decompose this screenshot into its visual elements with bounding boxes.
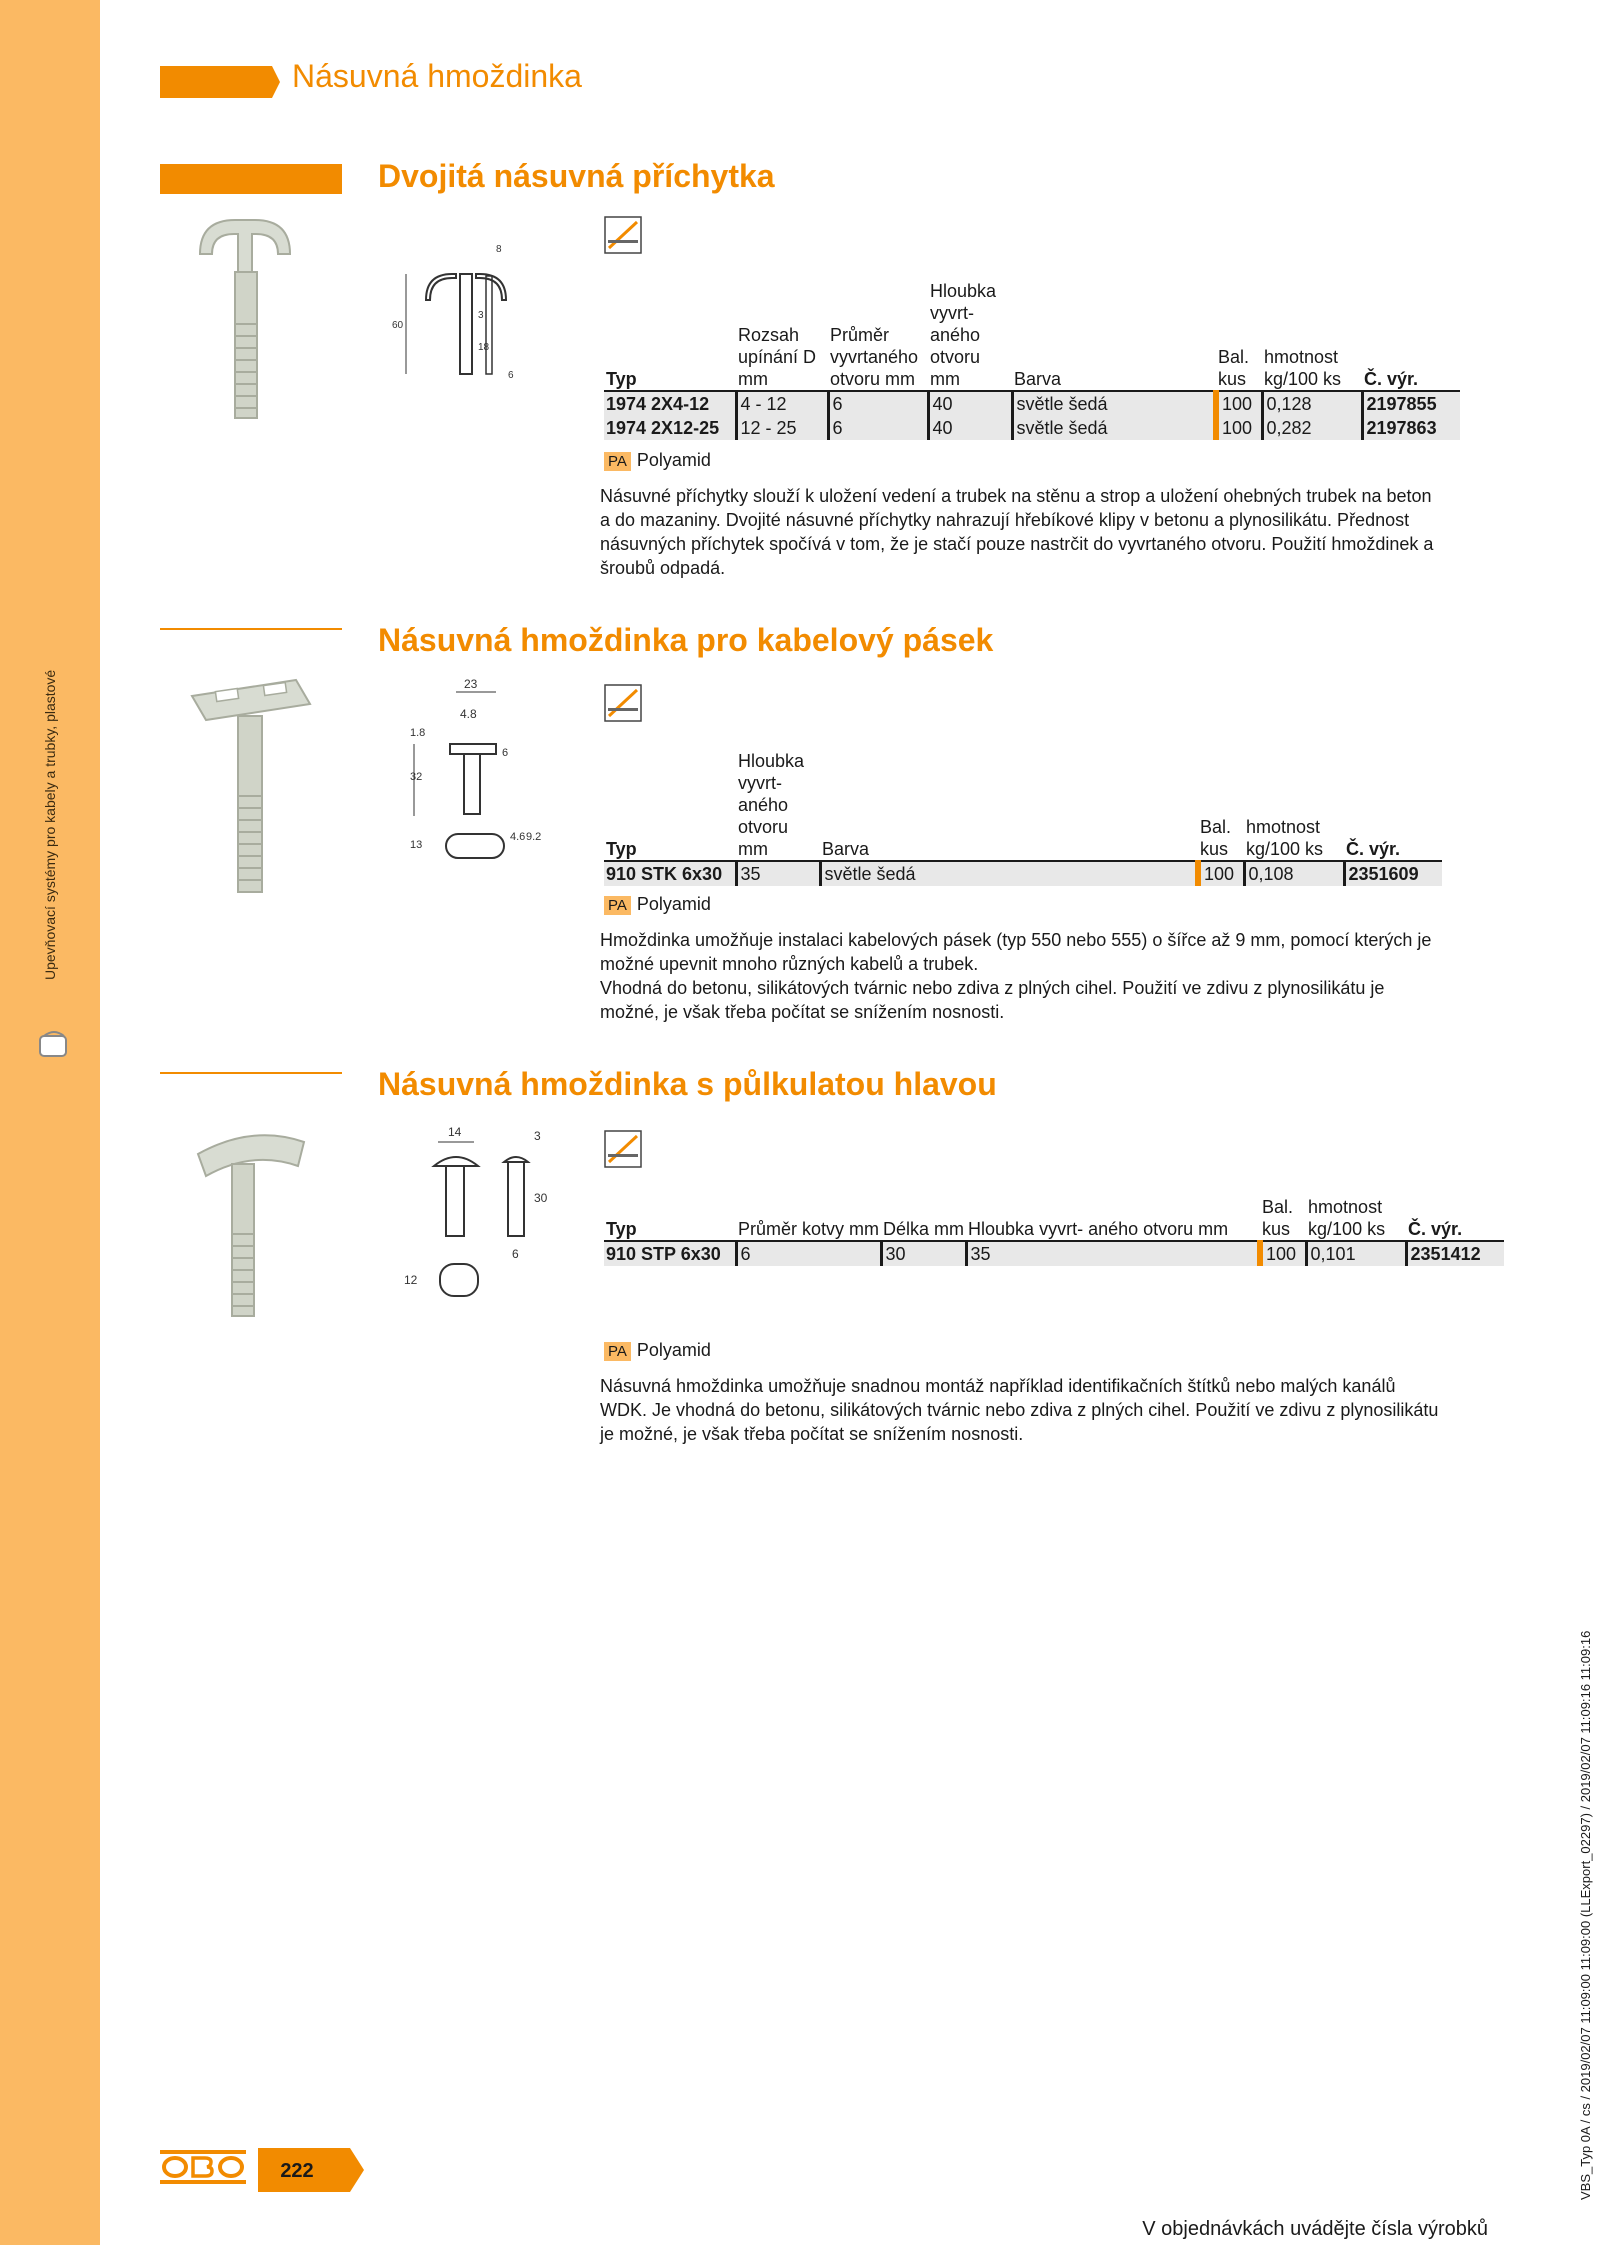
dim-label: 6 bbox=[508, 370, 514, 381]
spec-table bbox=[604, 280, 1460, 440]
header-arrow-icon bbox=[160, 66, 280, 98]
dim-label: 18 bbox=[478, 342, 490, 353]
col-header: Barva bbox=[1014, 369, 1062, 389]
material-tag: PA bbox=[604, 452, 631, 471]
dim-label: 4.8 bbox=[460, 707, 477, 721]
col-header: Č. výr. bbox=[1346, 839, 1401, 859]
col-header: Typ bbox=[606, 369, 637, 389]
cell: 0,128 bbox=[1262, 391, 1362, 416]
cell: 6 bbox=[828, 391, 928, 416]
dim-label: 3 bbox=[478, 310, 484, 321]
description bbox=[600, 1374, 1440, 1446]
section-title: Dvojitá násuvná příchytka bbox=[378, 158, 775, 194]
footer-note: V objednávkách uvádějte čísla výrobků bbox=[1142, 2218, 1488, 2240]
material-label: Polyamid bbox=[636, 450, 711, 470]
cell-type: 1974 2X4-12 bbox=[604, 391, 736, 416]
dim-label: 1.8 bbox=[410, 727, 426, 739]
description-paragraph: Vhodná do betonu, silikátových tvárnic nebo zdiva z plných cihel. Použití ve zdivu z plynosilikátu je možné, je však třeba počítat se snížením nosnosti. bbox=[600, 978, 1385, 1022]
technical-drawing-double-clip bbox=[386, 238, 556, 388]
cell-type: 910 STP 6x30 bbox=[604, 1241, 736, 1266]
spec-table bbox=[604, 750, 1442, 886]
cell: 6 bbox=[736, 1241, 881, 1266]
table-row bbox=[604, 861, 1442, 886]
obo-logo bbox=[160, 2150, 246, 2184]
dim-label: 6 bbox=[512, 1247, 519, 1261]
section-line bbox=[160, 1072, 342, 1074]
dim-label: 60 bbox=[392, 320, 404, 331]
cell: 100 bbox=[1198, 861, 1244, 886]
description-paragraph: Násuvná hmoždinka umožňuje snadnou montáž například identifikačních štítků nebo malých kanálů WDK. Je vhodná do betonu, silikátových tvárnic nebo zdiva z plných cihel. Použití ve zdivu z plynosilikátu je možné, je však třeba počítat se snížením nosnosti. bbox=[600, 1376, 1439, 1444]
cell: 35 bbox=[966, 1241, 1260, 1266]
product-photo-double-clip bbox=[190, 214, 300, 428]
cell: 35 bbox=[736, 861, 820, 886]
cell: 0,282 bbox=[1262, 416, 1362, 440]
section-bar bbox=[160, 164, 342, 194]
technical-drawing-cable-tie-anchor bbox=[404, 676, 554, 876]
dim-label: 13 bbox=[410, 839, 423, 851]
col-header: hmotnost kg/100 ks bbox=[1264, 347, 1342, 389]
col-header: Barva bbox=[822, 839, 870, 859]
col-header: hmotnost kg/100 ks bbox=[1246, 817, 1324, 859]
dim-label: 3 bbox=[534, 1129, 541, 1143]
col-header: Bal. kus bbox=[1262, 1197, 1294, 1239]
cell-item-number: 2197863 bbox=[1362, 416, 1460, 440]
cell: 100 bbox=[1216, 391, 1262, 416]
section-line bbox=[160, 628, 342, 630]
material-label: Polyamid bbox=[636, 1340, 711, 1360]
col-header: Č. výr. bbox=[1364, 369, 1419, 389]
cell: 12 - 25 bbox=[736, 416, 828, 440]
dim-label: 23 bbox=[464, 677, 478, 691]
dim-label: 9.2 bbox=[526, 831, 542, 843]
dim-label: 32 bbox=[410, 771, 423, 783]
col-header: Bal. kus bbox=[1218, 347, 1250, 389]
dim-label: 4.6 bbox=[510, 831, 526, 843]
material-tag: PA bbox=[604, 896, 631, 915]
certification-icon bbox=[604, 216, 642, 254]
cell: 0,108 bbox=[1244, 861, 1344, 886]
description-paragraph: Násuvné příchytky slouží k uložení vedení a trubek na stěnu a strop a uložení ohebných trubek na beton a do mazaniny. Dvojité násuvné příchytky nahrazují hřebíkové klipy v betonu a plynosilikátu. Přednost násuvných příchytek spočívá v tom, že je stačí pouze nastrčit do vyvrtaného otvoru. Použití hmoždinek a šroubů odpadá. bbox=[600, 486, 1434, 578]
description-paragraph: Hmoždinka umožňuje instalaci kabelových pásek (typ 550 nebo 555) o šířce až 9 mm, pomocí kterých je možné upevnit mnoho různých kabelů a trubek. bbox=[600, 930, 1432, 974]
cell-item-number: 2351412 bbox=[1406, 1241, 1504, 1266]
col-header: Hloubka vyvrt- aného otvoru mm bbox=[930, 281, 997, 389]
dim-label: 8 bbox=[496, 244, 502, 255]
technical-drawing-round-head-anchor bbox=[400, 1122, 560, 1302]
col-header: Délka mm bbox=[883, 1219, 965, 1239]
col-header: hmotnost kg/100 ks bbox=[1308, 1197, 1386, 1239]
clip-icon bbox=[36, 1028, 72, 1067]
col-header: Hloubka vyvrt- aného otvoru mm bbox=[738, 751, 805, 859]
col-header: Č. výr. bbox=[1408, 1219, 1463, 1239]
page-number: 222 bbox=[280, 2160, 314, 2182]
col-header: Průměr kotvy mm bbox=[738, 1219, 880, 1239]
material-row bbox=[604, 1340, 711, 1361]
cell-item-number: 2197855 bbox=[1362, 391, 1460, 416]
col-header: Hloubka vyvrt- aného otvoru mm bbox=[968, 1219, 1229, 1239]
section-title: Násuvná hmoždinka s půlkulatou hlavou bbox=[378, 1066, 997, 1102]
cell: 0,101 bbox=[1306, 1241, 1406, 1266]
table-row bbox=[604, 1241, 1504, 1266]
cell: 30 bbox=[881, 1241, 966, 1266]
description bbox=[600, 928, 1440, 1024]
cell: 4 - 12 bbox=[736, 391, 828, 416]
cell: světle šedá bbox=[1012, 416, 1216, 440]
col-header: Typ bbox=[606, 1219, 637, 1239]
cell-item-number: 2351609 bbox=[1344, 861, 1442, 886]
cell-type: 1974 2X12-25 bbox=[606, 418, 720, 438]
spec-table bbox=[604, 1196, 1504, 1266]
cell: světle šedá bbox=[1012, 391, 1216, 416]
cell: 6 bbox=[828, 416, 928, 440]
cell: 100 bbox=[1260, 1241, 1306, 1266]
cell: 100 bbox=[1216, 416, 1262, 440]
page-title: Násuvná hmoždinka bbox=[292, 58, 582, 94]
table-row bbox=[604, 391, 1460, 416]
cell: 40 bbox=[928, 391, 1012, 416]
dim-label: 6 bbox=[502, 747, 509, 759]
print-code: VBS_Typ 0A / cs / 2019/02/07 11:09:00 11:09:00 (LLExport_02297) / 2019/02/07 11:09:16 11:09:16 bbox=[1578, 1630, 1593, 2200]
col-header: Typ bbox=[606, 839, 637, 859]
material-row bbox=[604, 894, 711, 915]
col-header: Průměr vyvrtaného otvoru mm bbox=[830, 325, 919, 389]
table-row bbox=[604, 416, 1460, 440]
certification-icon bbox=[604, 684, 642, 722]
material-label: Polyamid bbox=[636, 894, 711, 914]
product-photo-round-head-anchor bbox=[192, 1124, 312, 1324]
sidebar-text: Upevňovací systémy pro kabely a trubky, plastové bbox=[42, 669, 58, 980]
dim-label: 12 bbox=[404, 1273, 418, 1287]
cell: světle šedá bbox=[820, 861, 1198, 886]
cell-type: 910 STK 6x30 bbox=[604, 861, 736, 886]
dim-label: 30 bbox=[534, 1191, 548, 1205]
dim-label: 14 bbox=[448, 1125, 462, 1139]
side-bar bbox=[0, 0, 100, 2245]
description bbox=[600, 484, 1440, 580]
section-title: Násuvná hmoždinka pro kabelový pásek bbox=[378, 622, 994, 658]
material-tag: PA bbox=[604, 1342, 631, 1361]
certification-icon bbox=[604, 1130, 642, 1168]
col-header: Rozsah upínání D mm bbox=[738, 325, 817, 389]
col-header: Bal. kus bbox=[1200, 817, 1232, 859]
cell: 40 bbox=[928, 416, 1012, 440]
product-photo-cable-tie-anchor bbox=[186, 676, 316, 900]
material-row bbox=[604, 450, 711, 471]
